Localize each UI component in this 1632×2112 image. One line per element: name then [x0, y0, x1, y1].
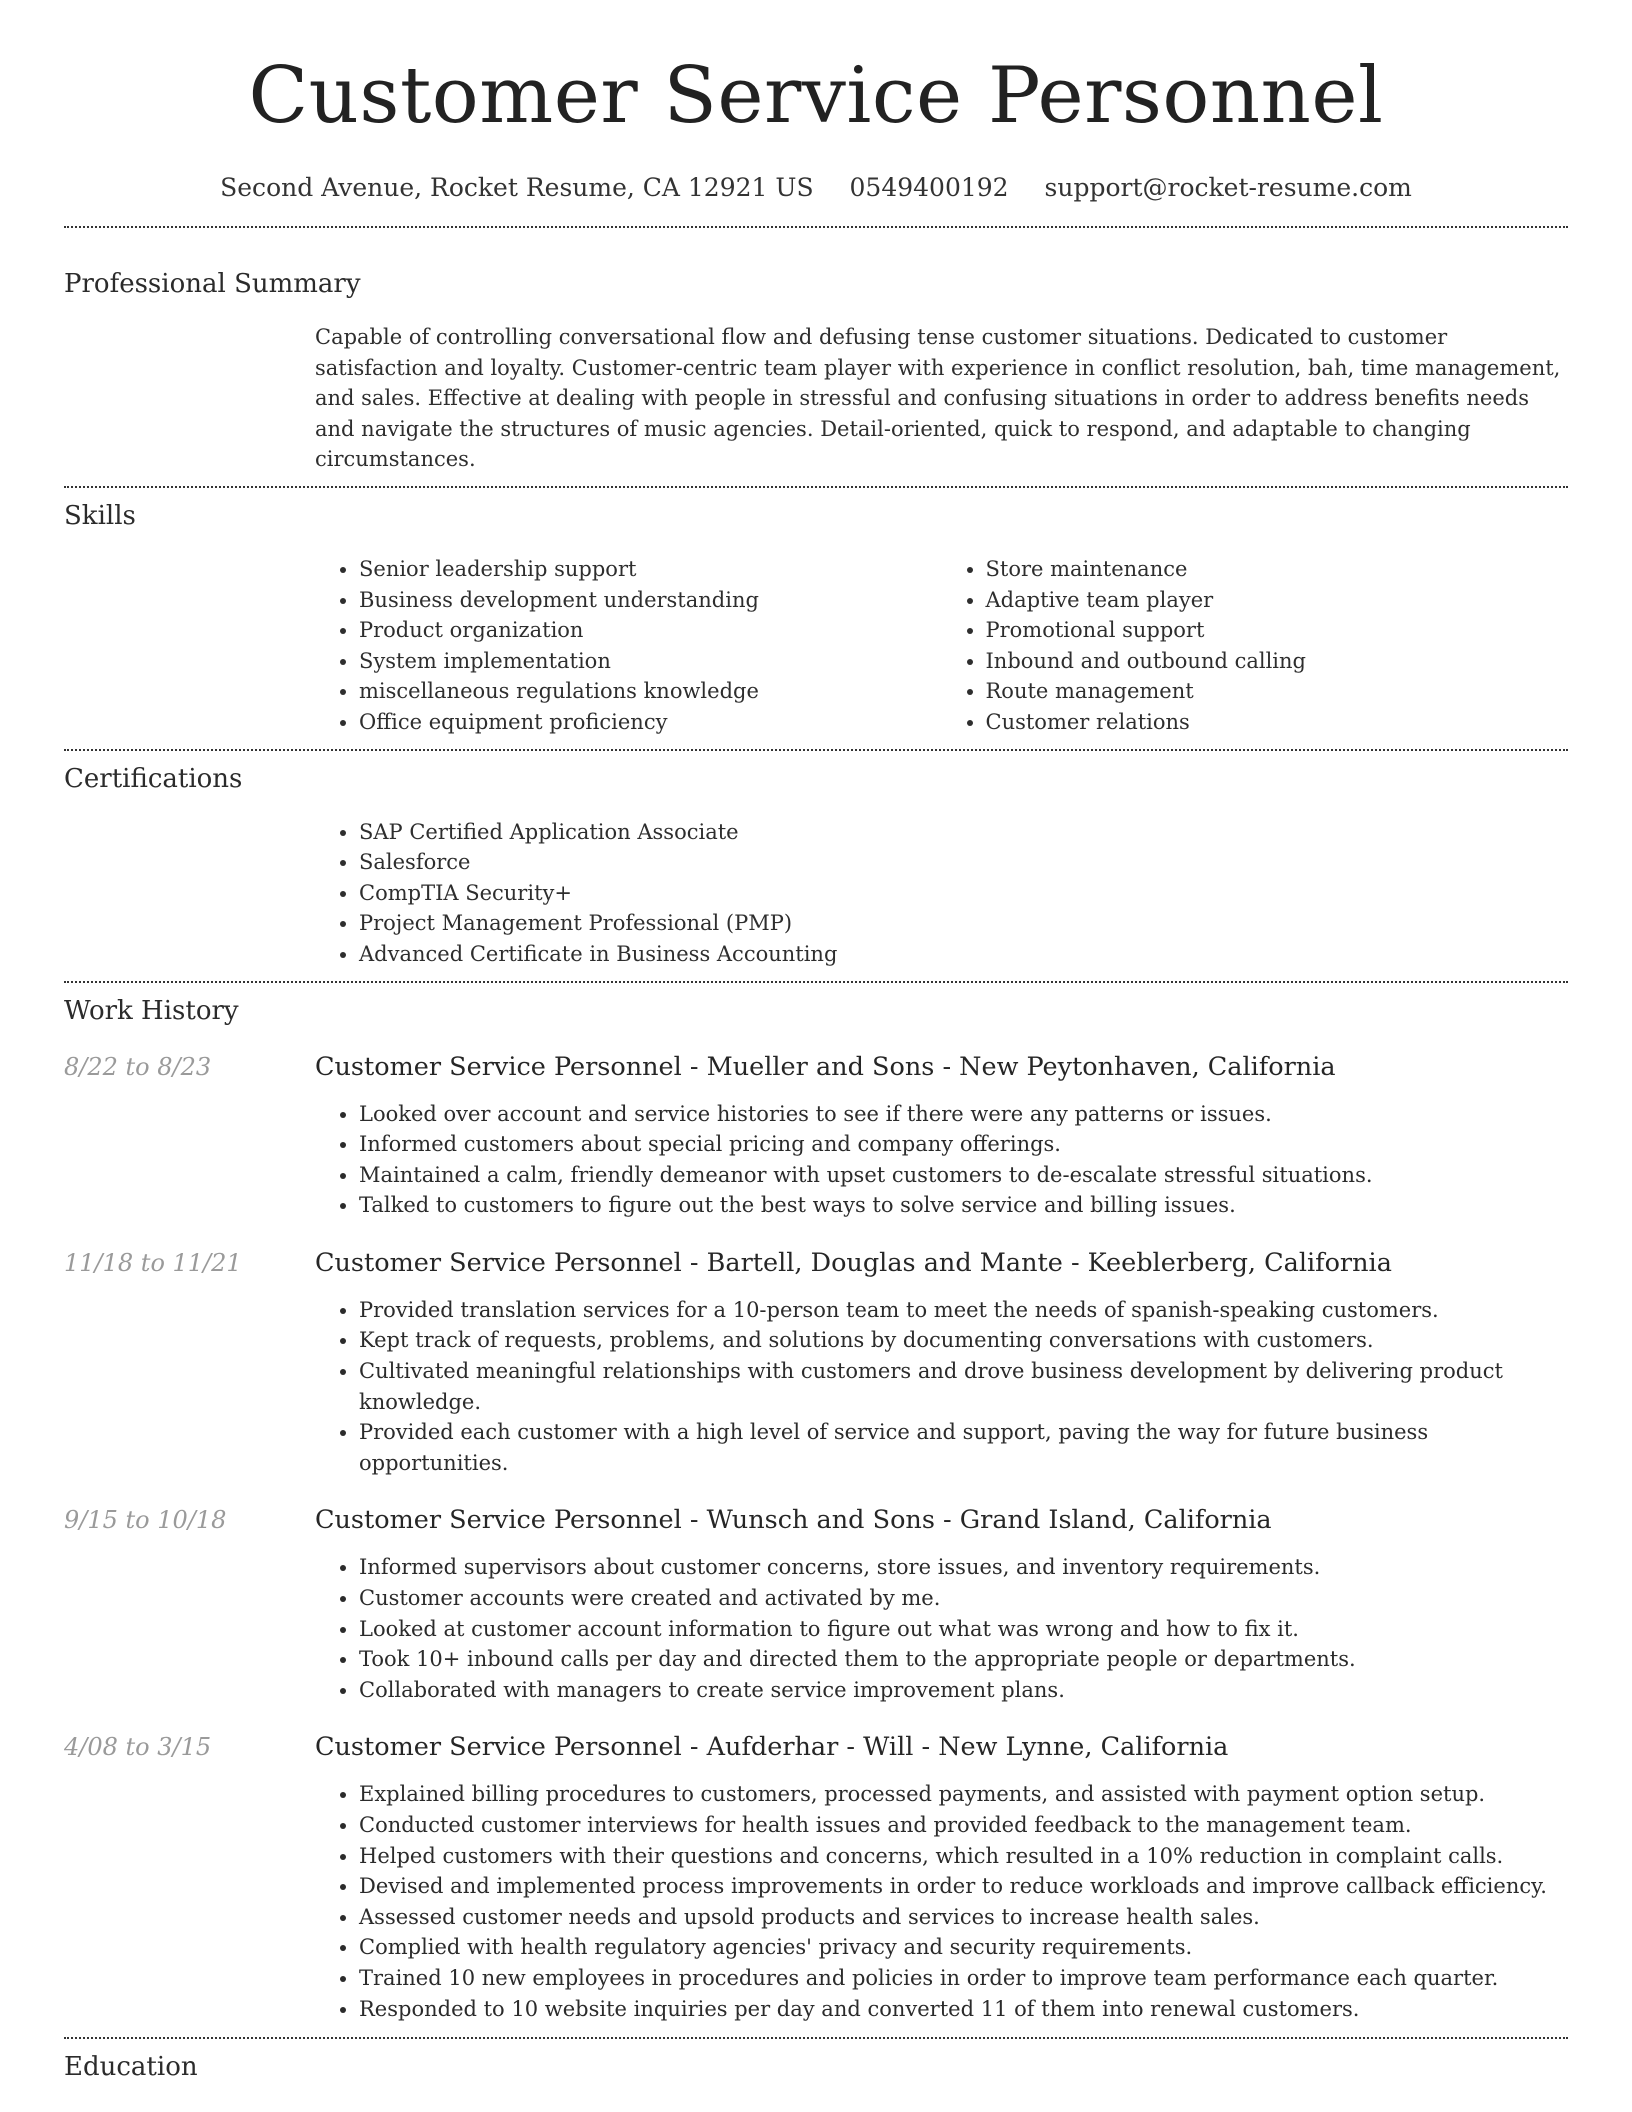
- resume-page: [64, 0, 1568, 2083]
- summary-section: [64, 268, 1568, 475]
- divider: [64, 749, 1568, 751]
- job-entry: [64, 1245, 1568, 1479]
- job-bullets: [315, 1552, 1568, 1705]
- divider: [64, 981, 1568, 983]
- list-item: • Looked over account and service histories to see if there were any patterns or issues.: [359, 1099, 1568, 1130]
- list-item: • CompTIA Security+: [359, 878, 1568, 909]
- list-item: • Helped customers with their questions and concerns, which resulted in a 10% reduction in complaint calls.: [359, 1841, 1568, 1872]
- list-item: • Devised and implemented process improvements in order to reduce workloads and improve callback efficiency.: [359, 1871, 1568, 1902]
- list-item: • Project Management Professional (PMP): [359, 908, 1568, 939]
- list-item: • Customer relations: [986, 707, 1569, 738]
- list-item: • Complied with health regulatory agencies' privacy and security requirements.: [359, 1932, 1568, 1963]
- job-entry: [64, 1729, 1568, 2024]
- list-item: • Took 10+ inbound calls per day and directed them to the appropriate people or departments.: [359, 1644, 1568, 1675]
- list-item: • Inbound and outbound calling: [986, 646, 1569, 677]
- job-dates: 11/18 to 11/21: [64, 1248, 242, 1277]
- list-item: • Responded to 10 website inquiries per day and converted 11 of them into renewal customers.: [359, 1994, 1568, 2025]
- list-item: • Route management: [986, 676, 1569, 707]
- list-item: • Conducted customer interviews for health issues and provided feedback to the management team.: [359, 1810, 1568, 1841]
- list-item: • Informed supervisors about customer concerns, store issues, and inventory requirements.: [359, 1552, 1568, 1583]
- summary-text: Capable of controlling conversational flow and defusing tense customer situations. Dedicated to customer satisfaction and loyalty. Customer-centric team player with experience in conflict resolution, bah, time management, and sales. Effective at dealing with people in stressful and confusing situations in order to address benefits needs and navigate the structures of music agencies. Detail-oriented, quick to respond, and adaptable to changing circumstances.: [315, 325, 1561, 472]
- job-dates: 8/22 to 8/23: [64, 1052, 212, 1081]
- list-item: • Provided translation services for a 10-person team to meet the needs of spanish-speaking customers.: [359, 1295, 1568, 1326]
- job-title: Customer Service Personnel - Bartell, Douglas and Mante - Keeblerberg, California: [315, 1247, 1392, 1278]
- list-item: • Explained billing procedures to customers, processed payments, and assisted with payment option setup.: [359, 1779, 1568, 1810]
- list-item: • miscellaneous regulations knowledge: [359, 676, 942, 707]
- education-section: [64, 2051, 1568, 2083]
- skills-list-right: [942, 554, 1569, 738]
- list-item: • SAP Certified Application Associate: [359, 817, 1568, 848]
- list-item: • Maintained a calm, friendly demeanor with upset customers to de-escalate stressful situations.: [359, 1160, 1568, 1191]
- list-item: • Customer accounts were created and activated by me.: [359, 1583, 1568, 1614]
- work-history-section: [64, 995, 1568, 2025]
- divider: [64, 2037, 1568, 2039]
- list-item: • Senior leadership support: [359, 554, 942, 585]
- contact-line: [64, 168, 1568, 208]
- list-item: • Adaptive team player: [986, 585, 1569, 616]
- list-item: • Business development understanding: [359, 585, 942, 616]
- job-entry: [64, 1049, 1568, 1221]
- job-title: Customer Service Personnel - Mueller and Sons - New Peytonhaven, California: [315, 1051, 1336, 1082]
- job-dates: 4/08 to 3/15: [64, 1733, 212, 1762]
- divider: [64, 486, 1568, 488]
- list-item: • Looked at customer account information to figure out what was wrong and how to fix it.: [359, 1614, 1568, 1645]
- phone: 0549400192: [849, 173, 1009, 202]
- list-item: • Advanced Certificate in Business Accounting: [359, 939, 1568, 970]
- list-item: • Talked to customers to figure out the best ways to solve service and billing issues.: [359, 1190, 1568, 1221]
- divider: [64, 226, 1568, 228]
- list-item: • Provided each customer with a high level of service and support, paving the way for future business opportunities.: [359, 1417, 1568, 1478]
- work-history-heading: Work History: [64, 995, 239, 1026]
- list-item: • Collaborated with managers to create service improvement plans.: [359, 1675, 1568, 1706]
- list-item: • Promotional support: [986, 615, 1569, 646]
- job-title: Customer Service Personnel - Aufderhar - Will - New Lynne, California: [315, 1732, 1229, 1763]
- job-bullets: [315, 1779, 1568, 2024]
- certifications-list: [315, 817, 1568, 970]
- email: support@rocket-resume.com: [1044, 173, 1412, 202]
- skills-columns: [315, 554, 1568, 738]
- skills-heading: Skills: [64, 500, 136, 531]
- education-heading: Education: [64, 2052, 198, 2083]
- summary-heading: Professional Summary: [64, 269, 361, 299]
- list-item: • Salesforce: [359, 847, 1568, 878]
- list-item: • Cultivated meaningful relationships with customers and drove business development by delivering product knowledge.: [359, 1356, 1568, 1417]
- certifications-heading: Certifications: [64, 763, 243, 794]
- list-item: • Kept track of requests, problems, and solutions by documenting conversations with customers.: [359, 1325, 1568, 1356]
- candidate-name: Customer Service Personnel: [248, 51, 1384, 141]
- skills-list-left: [315, 554, 942, 738]
- certifications-content: [315, 817, 1568, 970]
- certifications-section: [64, 763, 1568, 970]
- address: Second Avenue, Rocket Resume, CA 12921 US: [220, 173, 814, 202]
- skills-section: [64, 500, 1568, 738]
- list-item: • Informed customers about special pricing and company offerings.: [359, 1129, 1568, 1160]
- job-bullets: [315, 1295, 1568, 1479]
- list-item: • Assessed customer needs and upsold products and services to increase health sales.: [359, 1902, 1568, 1933]
- list-item: • Office equipment proficiency: [359, 707, 942, 738]
- job-title: Customer Service Personnel - Wunsch and Sons - Grand Island, California: [315, 1505, 1272, 1536]
- list-item: • Product organization: [359, 615, 942, 646]
- list-item: • Store maintenance: [986, 554, 1569, 585]
- job-bullets: [315, 1099, 1568, 1221]
- list-item: • System implementation: [359, 646, 942, 677]
- job-entry: [64, 1502, 1568, 1705]
- job-dates: 9/15 to 10/18: [64, 1506, 227, 1535]
- list-item: • Trained 10 new employees in procedures and policies in order to improve team performance each quarter.: [359, 1963, 1568, 1994]
